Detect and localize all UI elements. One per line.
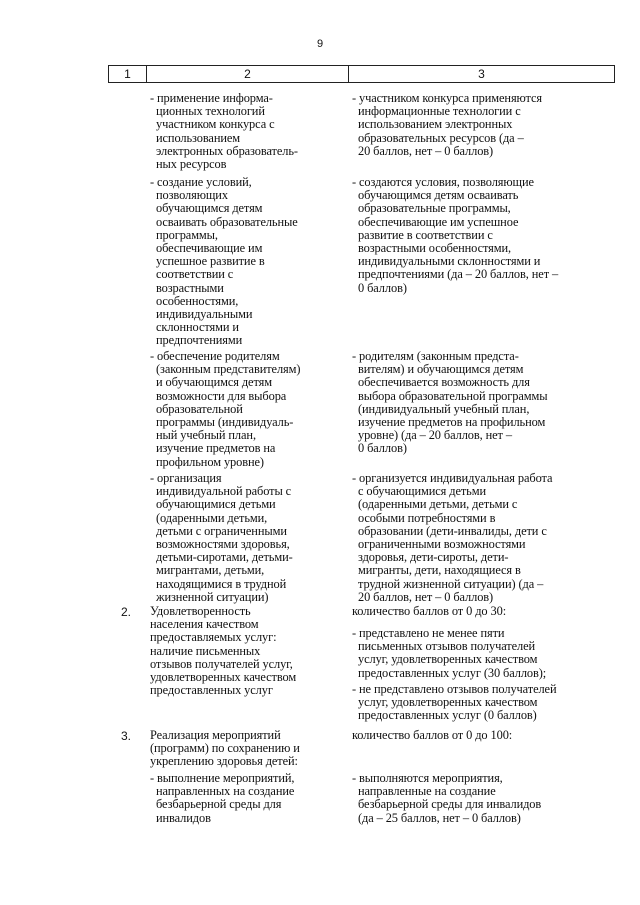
criterion-satisfaction: Удовлетворенность населения качеством предоставляемых услуг: наличие письменных отзывов получателей услуг, удовлетворенных качеством предоставленных услуг: [150, 604, 297, 698]
item-number-3: 3.: [121, 729, 132, 743]
criterion-program-choice: - обеспечение родителям (законным представителям) и обучающимся детям возможности для выбора образовательной программы (индивидуаль- ный учебный план, изучение предметов на профильном уровне): [150, 349, 301, 469]
item-number-2: 2.: [121, 605, 132, 619]
criterion-learning-conditions: - создание условий, позволяющих обучающимся детям осваивать образовательные программы, обеспечивающие им успешное развитие в соответствии с возрастными особенностями, индивидуальными склонностями и предпочтениями: [150, 175, 298, 348]
score-program-choice: - родителям (законным предста- вителям) и обучающимся детям обеспечивается возможность для выбора образовательной программы (индивидуальный учебный план, изучение предметов на профильном уровне) (да – 20 баллов, нет – 0 баллов): [352, 349, 548, 456]
score-range-satisfaction: количество баллов от 0 до 30:: [352, 604, 507, 618]
table-header-row: [108, 65, 615, 83]
score-range-health: количество баллов от 0 до 100:: [352, 728, 513, 742]
page-number: 9: [316, 38, 324, 50]
criterion-it-technologies: - применение информа- ционных технологий участником конкурса с использованием электронных образователь- ных ресурсов: [150, 91, 298, 172]
score-it-technologies: - участником конкурса применяются информационные технологии с использованием электронных образовательных ресурсов (да – 20 баллов, нет – 0 баллов): [352, 91, 543, 158]
score-barrier-free: - выполняются мероприятия, направленные на создание безбарьерной среды для инвалидов (да – 25 баллов, нет – 0 баллов): [352, 771, 542, 825]
header-col-1: 1: [109, 66, 147, 82]
score-satisfaction-positive: - представлено не менее пяти письменных отзывов получателей услуг, удовлетворенных качеством предоставленных услуг (30 баллов);: [352, 626, 547, 680]
criterion-health-program: Реализация мероприятий (программ) по сохранению и укреплению здоровья детей:: [150, 728, 300, 769]
header-col-3: 3: [478, 67, 485, 81]
score-satisfaction-negative: - не представлено отзывов получателей услуг, удовлетворенных качеством предоставленных услуг (0 баллов): [352, 682, 557, 723]
criterion-individual-work: - организация индивидуальной работы с обучающимися детьми (одаренными детьми, детьми с ограниченными возможностями здоровья, детьми-сиротами, детьми- мигрантами, детьми, находящимися в трудной жизненной ситуации): [150, 471, 293, 604]
criterion-barrier-free: - выполнение мероприятий, направленных на создание безбарьерной среды для инвалидов: [150, 771, 295, 825]
score-individual-work: - организуется индивидуальная работа с обучающимися детьми (одаренными детьми, детьми с особыми потребностями в образовании (дети-инвалиды, дети с ограниченными возможностями здоровья, дети-сироты, дети- мигранты, дети, находящиеся в трудной жизненной ситуации) (да – 20 баллов, нет – 0 баллов): [352, 471, 553, 604]
score-learning-conditions: - создаются условия, позволяющие обучающимся детям осваивать образовательные программы, обеспечивающие им успешное развитие в соответствии с возрастными особенностями, индивидуальными склонностями и предпочтениями (да – 20 баллов, нет – 0 баллов): [352, 175, 559, 295]
header-col-2: 2: [147, 66, 349, 82]
